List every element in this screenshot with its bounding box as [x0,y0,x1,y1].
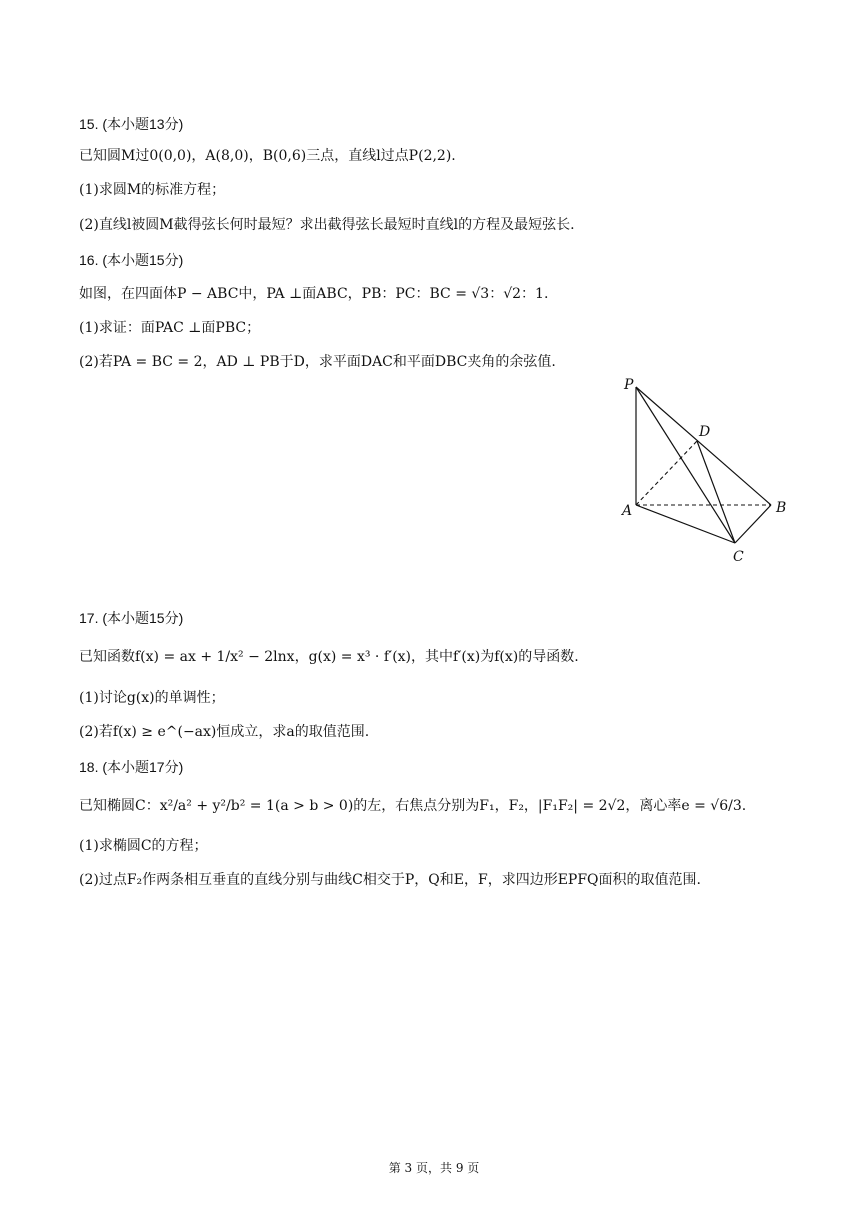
label-C: C [733,549,744,565]
problem-17-header: 17. (本小题15分) [79,610,184,626]
problem-18-part-1: (1)求椭圆C的方程； [79,838,208,854]
problem-17-statement: 已知函数f(x) = ax + 1/x² − 2lnx，g(x) = x³ · f′(x)，其中f′(x)为f(x)的导函数. [79,649,579,665]
page-footer: 第 3 页，共 9 页 [388,1161,480,1175]
problem-16-part-1: (1)求证：面PAC ⊥面PBC； [79,320,261,336]
edge-AD-dashed [636,441,697,505]
problem-16-statement: 如图，在四面体P − ABC中，PA ⊥面ABC，PB：PC：BC = √3：√2：1. [79,286,549,302]
problem-16-part-2: (2)若PA = BC = 2，AD ⊥ PB于D，求平面DAC和平面DBC夹角的余弦值. [79,354,556,370]
label-A: A [622,503,633,519]
label-B: B [776,500,787,516]
problem-15-header: 15. (本小题13分) [79,116,184,132]
problem-17-part-2: (2)若f(x) ≥ e^(−ax)恒成立，求a的取值范围. [79,724,370,740]
problem-18-header: 18. (本小题17分) [79,759,184,775]
label-P: P [624,377,634,393]
edge-PB [636,387,771,505]
problem-18-part-2: (2)过点F₂作两条相互垂直的直线分别与曲线C相交于P，Q和E，F，求四边形EPFQ面积的取值范围. [79,872,701,888]
problem-15-part-1: (1)求圆M的标准方程； [79,182,226,198]
problem-15-part-2: (2)直线l被圆M截得弦长何时最短？求出截得弦长最短时直线l的方程及最短弦长. [79,217,575,233]
edge-PC [636,387,735,543]
label-D: D [699,424,711,440]
edge-BC [735,505,771,543]
tetrahedron-figure [615,372,795,572]
edge-AC [636,505,735,543]
problem-15-statement: 已知圆M过0(0,0)，A(8,0)，B(0,6)三点，直线l过点P(2,2). [79,148,456,164]
problem-16-header: 16. (本小题15分) [79,252,184,268]
problem-18-statement: 已知椭圆C：x²/a² + y²/b² = 1(a > b > 0)的左，右焦点分别为F₁，F₂，|F₁F₂| = 2√2，离心率e = √6/3. [79,798,747,814]
problem-17-part-1: (1)讨论g(x)的单调性； [79,690,225,706]
